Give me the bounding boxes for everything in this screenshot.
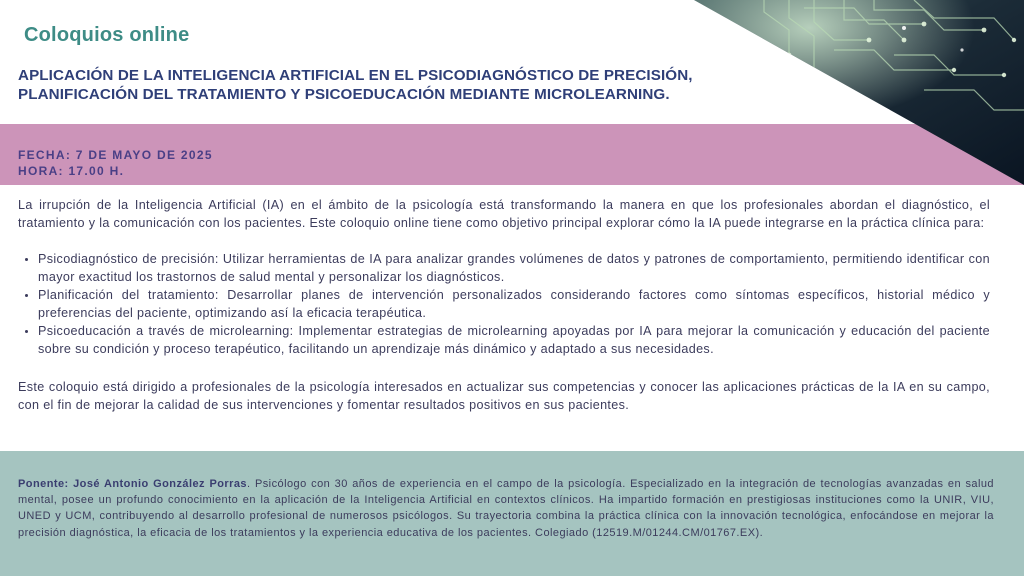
list-item: • Psicodiagnóstico de precisión: Utilizar herramientas de IA para analizar grandes volúmenes de datos y patrones de comportamiento, permitiendo identificar con mayor exactitud los trastornos de salud mental y personalizar los diagnósticos. xyxy=(38,250,990,286)
objectives-list xyxy=(18,250,990,358)
event-title xyxy=(18,66,718,104)
list-item: • Planificación del tratamiento: Desarrollar planes de intervención personalizados considerando factores como síntomas específicos, historial médico y preferencias del paciente, optimizando así la eficacia terapéutica. xyxy=(38,286,990,322)
event-time: HORA: 17.00 H. xyxy=(18,164,125,178)
speaker-name: Ponente: José Antonio González Porras xyxy=(18,478,247,490)
speaker-bio-paragraph xyxy=(18,476,994,541)
circuit-board-graphic xyxy=(694,0,1024,185)
speaker-section xyxy=(0,451,1024,576)
event-title-line-2: PLANIFICACIÓN DEL TRATAMIENTO Y PSICOEDUCACIÓN MEDIANTE MICROLEARNING. xyxy=(18,86,670,103)
event-title-line-1: APLICACIÓN DE LA INTELIGENCIA ARTIFICIAL EN EL PSICODIAGNÓSTICO DE PRECISIÓN, xyxy=(18,67,693,84)
description xyxy=(18,196,990,414)
brand-title: Coloquios online xyxy=(24,24,190,46)
speaker-bio: . Psicólogo con 30 años de experiencia en el campo de la psicología. Especializado en la integración de tecnologías avanzadas en salud mental, posee un profundo conocimiento en la aplicación de la Inteligencia Artificial en contextos clínicos. Ha impartido formación en prestigiosas instituciones como la UNIR, VIU, UNED y UCM, contribuyendo al desarrollo profesional de numerosos psicólogos. Su trayectoria combina la práctica clínica con la innovación tecnológica, enfocándose en mejorar la precisión diagnóstica, la eficacia de los tratamientos y la experiencia educativa de los pacientes. Colegiado (12519.M/01244.CM/01767.EX). xyxy=(18,478,994,539)
closing-paragraph: Este coloquio está dirigido a profesionales de la psicología interesados en actualizar sus competencias y conocer las aplicaciones prácticas de la IA en su campo, con el fin de mejorar la calidad de sus intervenciones y fomentar resultados positivos en sus pacientes. xyxy=(18,380,990,412)
list-item: • Psicoeducación a través de microlearning: Implementar estrategias de microlearning apoyadas por IA para mejorar la comunicación y educación del paciente sobre su condición y proceso terapéutico, facilitando un aprendizaje más dinámico y adaptado a sus necesidades. xyxy=(38,322,990,358)
intro-paragraph: La irrupción de la Inteligencia Artificial (IA) en el ámbito de la psicología está transformando la manera en que los profesionales abordan el diagnóstico, el tratamiento y la comunicación con los pacientes. Este coloquio online tiene como objetivo principal explorar cómo la IA puede integrarse en la práctica clínica para: xyxy=(18,198,990,230)
event-date: FECHA: 7 DE MAYO DE 2025 xyxy=(18,148,213,162)
